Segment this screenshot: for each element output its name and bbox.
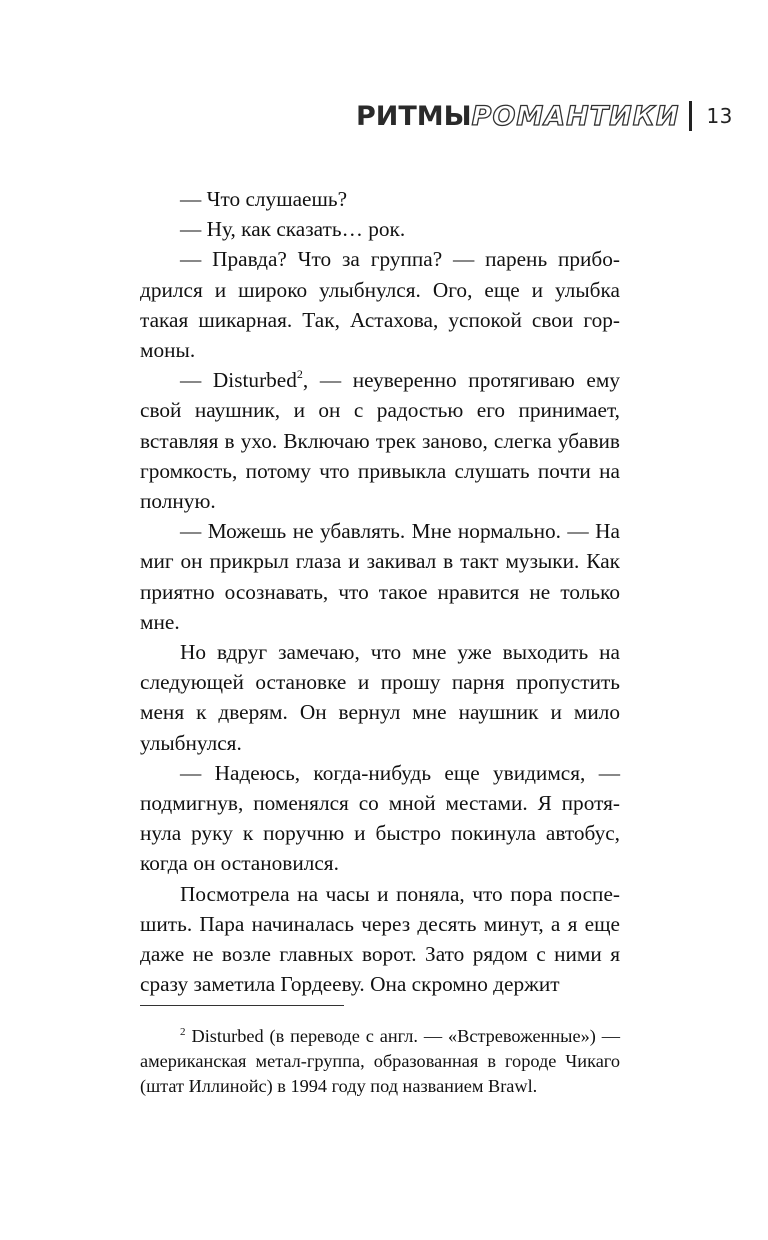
paragraph: — Можешь не убавлять. Мне нормально. — На миг он прикрыл глаза и закивал в такт музыки. Как приятно осознавать, что такое нравится не только мне. — [140, 519, 620, 634]
series-logo — [356, 101, 679, 132]
paragraph-disturbed — [140, 365, 620, 516]
footnote — [140, 1020, 620, 1099]
paragraph-continuation: свой наушник, и он с радостью его принимает, вставляя в ухо. Включаю трек заново, слегка убавив громкость, потому что привыкла слушать почти на полную. — [140, 398, 620, 514]
series-logo-part-2: РОМАНТИКИ — [471, 100, 680, 132]
header-divider — [689, 101, 692, 131]
footnote-reference[interactable]: 2 — [296, 367, 303, 382]
series-logo-part-1: РИТМЫ — [356, 100, 472, 132]
running-header — [356, 96, 733, 136]
paragraph-tail: , — неуверенно протягиваю ему — [302, 368, 620, 393]
footnote-divider — [140, 1005, 344, 1006]
footnote-mark: 2 — [180, 1026, 186, 1038]
paragraph: — Что слушаешь? — [180, 187, 348, 211]
body-text — [140, 184, 620, 999]
page-number: 13 — [706, 104, 733, 128]
footnote-text: Disturbed (в переводе с англ. — «Встревоженные») — американская метал-группа, образованная в городе Чикаго (штат Иллинойс) в 1994 году под названием Brawl. — [140, 1026, 620, 1096]
paragraph: — Правда? Что за группа? — парень прибодрился и широко улыбнулся. Ого, еще и улыбка такая шикарная. Так, Астахова, успокой свои гормоны. — [140, 247, 620, 363]
paragraph: Но вдруг замечаю, что мне уже выходить на следующей остановке и прошу парня пропустить меня к дверям. Он вернул мне наушник и мило улыбнулся. — [140, 640, 620, 755]
paragraph: — Надеюсь, когда-нибудь еще увидимся, — подмигнув, поменялся со мной местами. Я протянула руку к поручню и быстро покинула автобус, когда он остановился. — [140, 760, 620, 876]
paragraph: — Ну, как сказать… рок. — [180, 217, 406, 242]
paragraph: Посмотрела на часы и поняла, что пора поспешить. Пара начиналась через десять минут, а я еще даже не возле главных ворот. Зато рядом с ними я сразу заметила Гордееву. Она скромно держит — [140, 881, 620, 997]
paragraph-lead: — Disturbed — [180, 368, 297, 393]
